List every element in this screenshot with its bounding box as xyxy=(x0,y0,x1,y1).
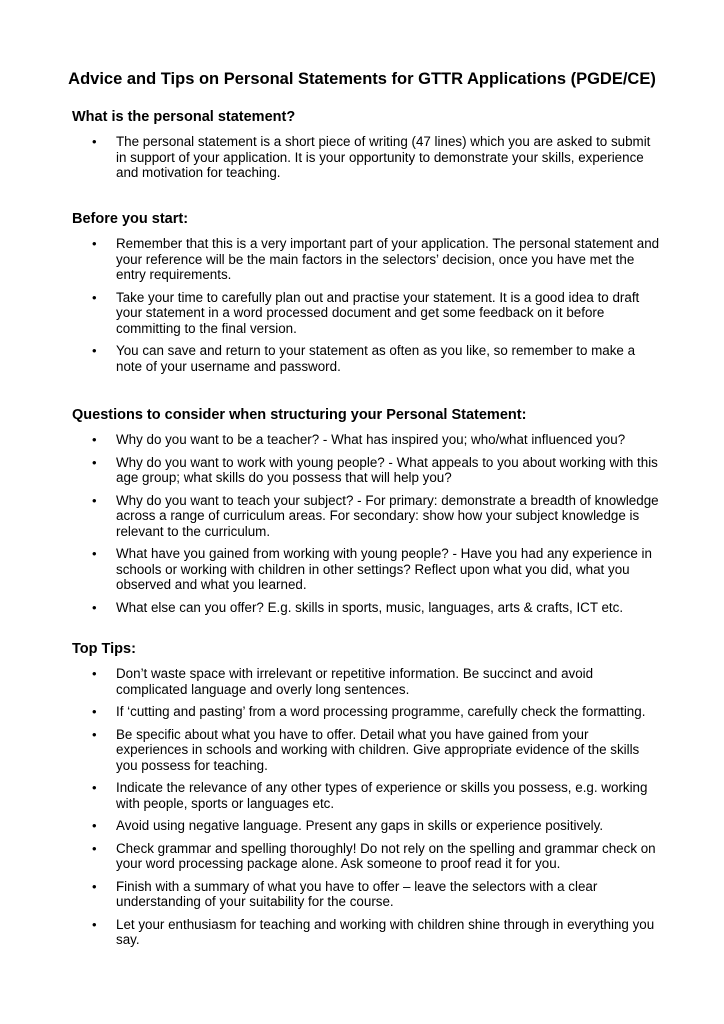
list-item xyxy=(72,917,662,948)
section-top-tips xyxy=(72,640,662,955)
bullet-icon: • xyxy=(92,134,97,149)
list-item-text: You can save and return to your statement as often as you like, so remember to make a note of your username and password. xyxy=(116,343,636,374)
list-item-text: Avoid using negative language. Present any gaps in skills or experience positively. xyxy=(116,818,604,833)
document-title: Advice and Tips on Personal Statements for GTTR Applications (PGDE/CE) xyxy=(68,70,656,88)
bullet-icon: • xyxy=(92,599,97,615)
section-heading: Top Tips: xyxy=(72,641,136,657)
list-item-text: What else can you offer? E.g. skills in sports, music, languages, arts & crafts, ICT etc. xyxy=(116,599,624,615)
bullet-icon: • xyxy=(92,343,97,358)
bullet-list xyxy=(72,666,662,948)
list-item xyxy=(72,666,662,697)
list-item xyxy=(72,432,662,448)
list-item-text: Remember that this is a very important part of your application. The personal statement and your reference will be the main factors in the selectors’ decision, once you have met the entry requirements. xyxy=(116,236,660,282)
bullet-icon: • xyxy=(92,726,97,742)
list-item xyxy=(72,841,662,872)
list-item-text: Let your enthusiasm for teaching and working with children shine through in everything you say. xyxy=(116,916,655,947)
list-item xyxy=(72,134,662,181)
bullet-icon: • xyxy=(92,666,97,681)
bullet-icon: • xyxy=(92,840,97,856)
bullet-icon: • xyxy=(92,916,97,932)
bullet-icon: • xyxy=(92,492,97,508)
section-heading: Before you start: xyxy=(72,211,189,227)
bullet-list xyxy=(72,236,662,374)
list-item xyxy=(72,290,662,337)
bullet-icon: • xyxy=(92,546,97,561)
list-item-text: What have you gained from working with young people? - Have you had any experience in schools or working with children in other settings? Reflect upon what you did, what you observed and what you learned. xyxy=(116,546,652,592)
list-item-text: Indicate the relevance of any other types of experience or skills you possess, e.g. working with people, sports or languages etc. xyxy=(116,780,648,811)
bullet-icon: • xyxy=(92,454,97,470)
list-item xyxy=(72,493,662,540)
list-item-text: Don’t waste space with irrelevant or repetitive information. Be succinct and avoid complicated language and overly long sentences. xyxy=(116,666,594,697)
list-item xyxy=(72,236,662,283)
list-item xyxy=(72,780,662,811)
list-item-text: Be specific about what you have to offer. Detail what you have gained from your experiences in schools and working with children. Give appropriate evidence of the skills you possess for teaching. xyxy=(116,726,640,773)
bullet-icon: • xyxy=(92,818,97,833)
section-before-you-start xyxy=(72,210,662,381)
bullet-icon: • xyxy=(92,432,97,447)
list-item xyxy=(72,455,662,486)
list-item-text: The personal statement is a short piece of writing (47 lines) which you are asked to submit in support of your application. It is your opportunity to demonstrate your skills, experience and motivation for teaching. xyxy=(116,134,651,180)
bullet-icon: • xyxy=(92,289,97,305)
section-questions xyxy=(72,406,662,622)
list-item-text: Why do you want to teach your subject? - For primary: demonstrate a breadth of knowledge across a range of curriculum areas. For secondary: show how your subject knowledge is relevant to the curriculum. xyxy=(116,492,659,539)
section-heading: Questions to consider when structuring your Personal Statement: xyxy=(72,407,527,423)
list-item-text: Check grammar and spelling thoroughly! Do not rely on the spelling and grammar check on your word processing package alone. Ask someone to proof read it for you. xyxy=(116,840,656,871)
bullet-icon: • xyxy=(92,878,97,894)
list-item-text: Finish with a summary of what you have to offer – leave the selectors with a clear understanding of your suitability for the course. xyxy=(116,878,598,909)
list-item xyxy=(72,600,662,616)
section-what-is xyxy=(72,108,662,188)
list-item xyxy=(72,879,662,910)
list-item-text: Why do you want to be a teacher? - What has inspired you; who/what influenced you? xyxy=(116,432,626,447)
bullet-icon: • xyxy=(92,704,97,719)
list-item xyxy=(72,704,662,720)
bullet-list xyxy=(72,432,662,615)
bullet-icon: • xyxy=(92,780,97,795)
list-item xyxy=(72,727,662,774)
list-item xyxy=(72,343,662,374)
list-item-text: Why do you want to work with young people? - What appeals to you about working with this age group; what skills do you possess that will help you? xyxy=(116,454,658,485)
list-item-text: If ‘cutting and pasting’ from a word processing programme, carefully check the formatting. xyxy=(116,704,646,719)
bullet-icon: • xyxy=(92,236,97,251)
bullet-list xyxy=(72,134,662,181)
list-item-text: Take your time to carefully plan out and practise your statement. It is a good idea to draft your statement in a word processed document and get some feedback on it before committing to the final version. xyxy=(116,289,640,336)
list-item xyxy=(72,818,662,834)
section-heading: What is the personal statement? xyxy=(72,109,296,125)
list-item xyxy=(72,546,662,593)
